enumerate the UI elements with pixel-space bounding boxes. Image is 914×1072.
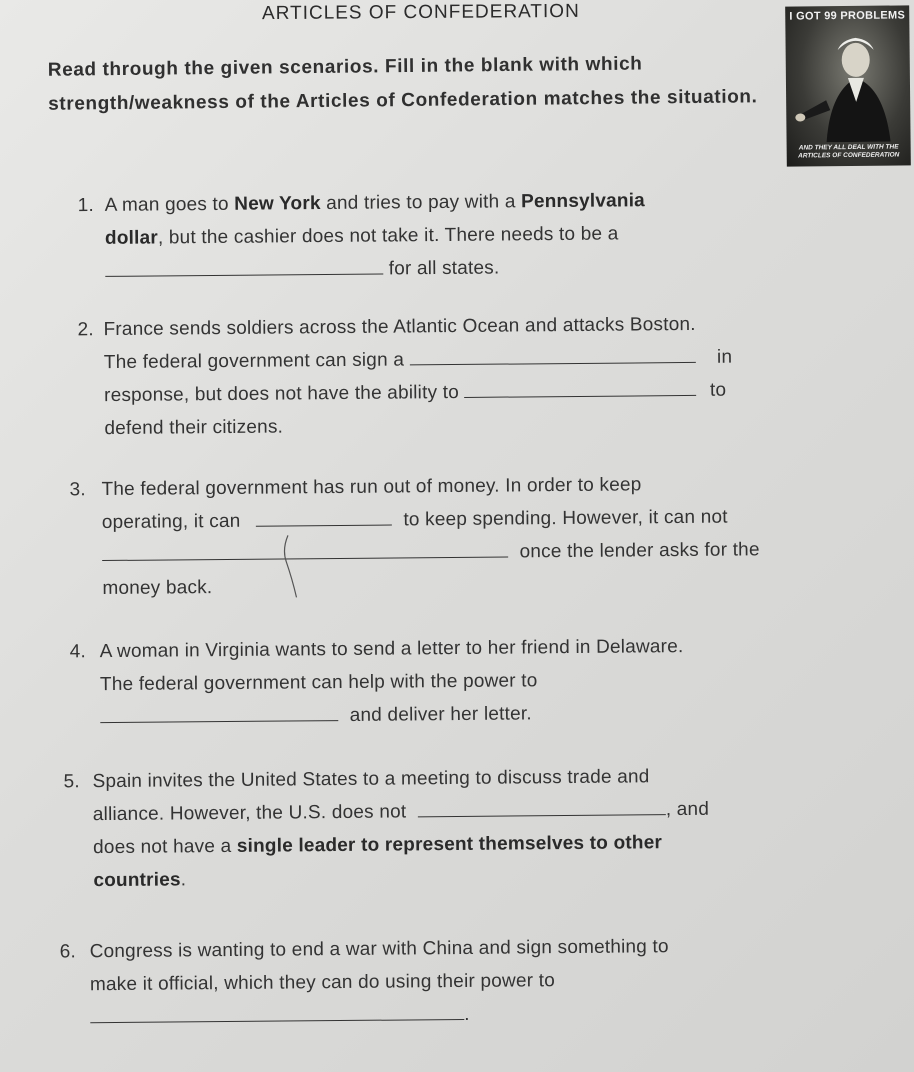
pencil-mark xyxy=(282,533,303,599)
question-line: Spain invites the United States to a meeting to discuss trade and xyxy=(92,766,650,793)
question-line: The federal government can help with the power to xyxy=(99,670,538,696)
question-1 xyxy=(78,183,799,299)
question-line: and deliver her letter. xyxy=(100,697,532,734)
question-line: alliance. However, the U.S. does not , and xyxy=(93,793,709,831)
washington-portrait-figure xyxy=(785,21,910,142)
question-line: defend their citizens. xyxy=(104,416,284,440)
answer-blank[interactable] xyxy=(464,375,696,398)
question-line: countries. xyxy=(93,869,187,892)
question-5 xyxy=(63,759,844,906)
instructions-text: Read through the given scenarios. Fill in the blank with which strength/weakness of the Articles of Confederation matches the situation. xyxy=(47,53,758,115)
answer-blank[interactable] xyxy=(102,536,508,561)
meme-bottom-text: AND THEY ALL DEAL WITH THE ARTICLES OF CONFEDERATION xyxy=(798,143,900,160)
question-number: 6. xyxy=(59,941,77,963)
question-number: 4. xyxy=(69,641,87,663)
question-line: Congress is wanting to end a war with China and sign something to xyxy=(89,936,669,963)
question-3 xyxy=(69,467,830,614)
question-line: France sends soldiers across the Atlantic Ocean and attacks Boston. xyxy=(103,313,696,341)
question-line: A woman in Virginia wants to send a letter to her friend in Delaware. xyxy=(99,636,684,663)
question-line: money back. xyxy=(102,577,213,600)
answer-blank[interactable] xyxy=(100,700,338,723)
question-line: operating, it can to keep spending. However, it can not xyxy=(102,501,728,539)
question-line: make it official, which they can do using their power to xyxy=(89,970,556,996)
question-line: does not have a single leader to represent themselves to other xyxy=(93,832,663,859)
answer-blank[interactable] xyxy=(409,342,695,365)
answer-blank[interactable] xyxy=(90,999,464,1023)
answer-blank[interactable] xyxy=(256,505,392,527)
question-4 xyxy=(70,629,851,746)
question-number: 2. xyxy=(77,319,94,341)
question-line: The federal government has run out of money. In order to keep xyxy=(101,474,642,501)
question-number: 5. xyxy=(63,771,80,793)
question-number: 3. xyxy=(69,479,86,501)
meme-top-text: I GOT 99 PROBLEMS xyxy=(789,9,906,23)
question-line: for all states. xyxy=(105,251,499,287)
worksheet-title: ARTICLES OF CONFEDERATION xyxy=(261,0,580,25)
question-line: . xyxy=(90,998,470,1034)
question-line: once the lender asks for the xyxy=(102,533,760,572)
answer-blank[interactable] xyxy=(105,253,383,276)
question-2 xyxy=(77,307,838,454)
answer-blank[interactable] xyxy=(418,794,666,817)
question-line: response, but does not have the ability to to xyxy=(104,374,726,412)
question-6 xyxy=(60,929,861,1046)
question-line: dollar, but the cashier does not take it. There needs to be a xyxy=(104,223,619,249)
meme-image xyxy=(785,5,911,166)
question-line: A man goes to New York and tries to pay with a Pennsylvania xyxy=(104,190,645,216)
question-number: 1. xyxy=(77,195,95,217)
question-line: The federal government can sign a in xyxy=(104,341,733,379)
